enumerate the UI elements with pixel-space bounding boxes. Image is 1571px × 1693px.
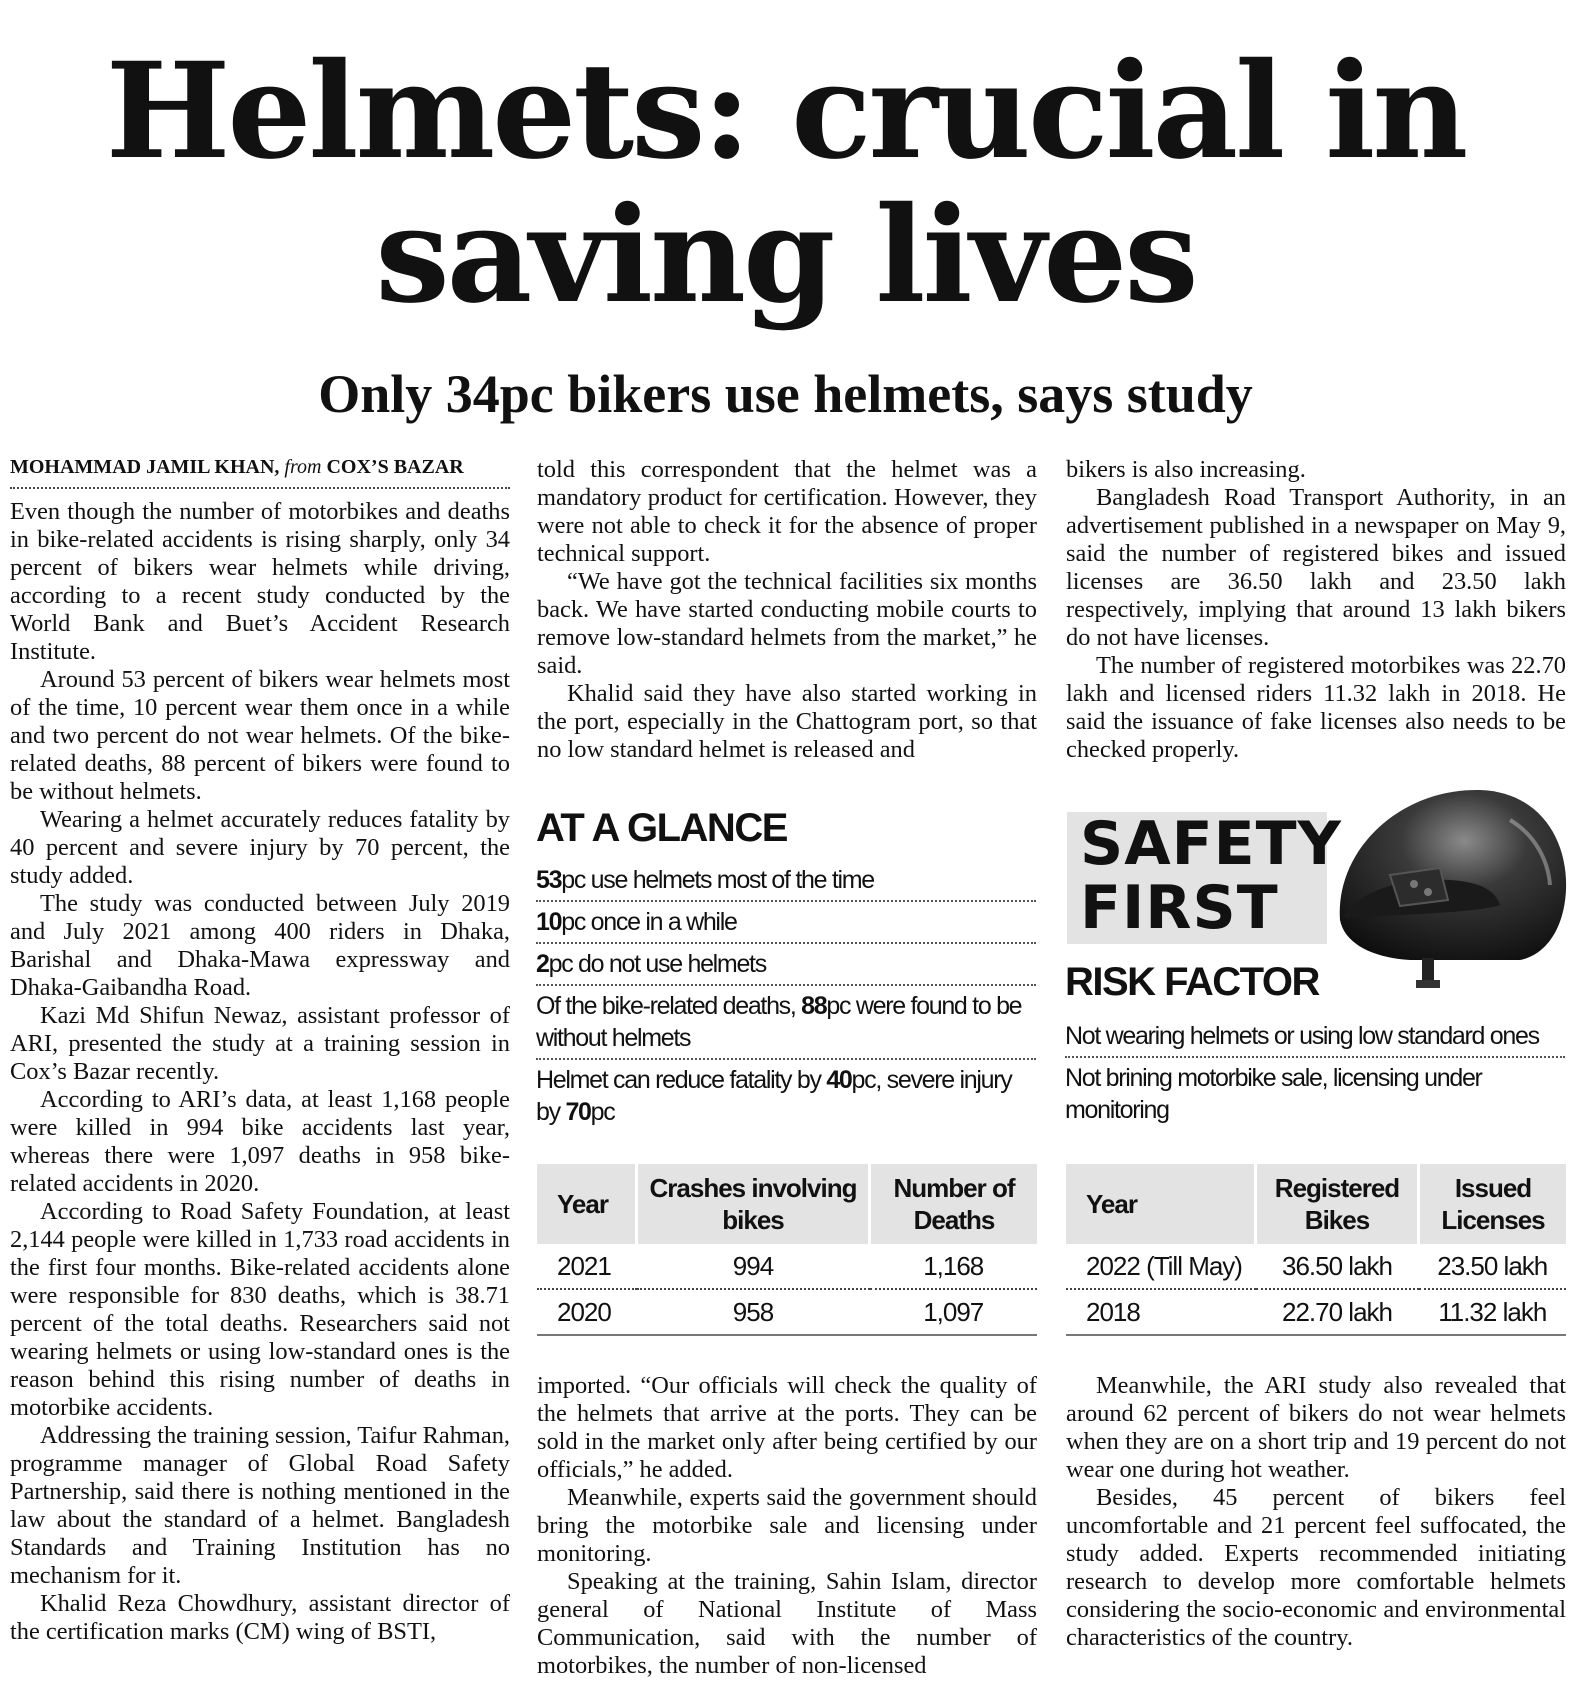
column-header: Issued Licenses	[1419, 1164, 1567, 1244]
table-cell: 958	[637, 1289, 870, 1335]
paragraph: Besides, 45 percent of bikers feel uncomfortable and 21 percent feel suffocated, the study added. Experts recommended initiating research to develop more comfortable helmets considering the socio-economic and environmental characteristics of the country.	[1066, 1484, 1566, 1651]
glance-item	[536, 944, 1036, 986]
glance-text: pc do not use helmets	[548, 950, 766, 978]
byline	[10, 456, 510, 489]
paragraph: Wearing a helmet accurately reduces fatality by 40 percent and severe injury by 70 percent, the study added.	[10, 806, 510, 889]
subheadline: Only 34pc bikers use helmets, says study	[318, 364, 1253, 424]
table-row	[1066, 1244, 1566, 1289]
safety-first-title	[1080, 809, 1342, 943]
article-column-3-bottom	[1066, 1372, 1566, 1688]
paragraph: told this correspondent that the helmet was a mandatory product for certification. However, they were not able to check it for the absence of proper technical support.	[537, 456, 1037, 567]
glance-text: Of the bike-related deaths,	[536, 992, 802, 1020]
paragraph: Meanwhile, experts said the government should bring the motorbike sale and licensing under monitoring.	[537, 1484, 1037, 1567]
column-header: Registered Bikes	[1256, 1164, 1419, 1244]
risk-item: Not brining motorbike sale, licensing under monitoring	[1065, 1064, 1482, 1124]
table-cell: 23.50 lakh	[1419, 1244, 1567, 1289]
at-a-glance-list	[536, 860, 1036, 1132]
table-cell: 2021	[537, 1244, 637, 1289]
column-header: Crashes involving bikes	[637, 1164, 870, 1244]
column-header: Year	[1066, 1164, 1256, 1244]
paragraph: The study was conducted between July 2019 and July 2021 among 400 riders in Dhaka, Barishal and Dhaka-Mawa expressway and Dhaka-Gaibandha Road.	[10, 890, 510, 1001]
paragraph: imported. “Our officials will check the quality of the helmets that arrive at the ports. They can be sold in the market only after being certified by our officials,” he added.	[537, 1372, 1037, 1483]
byline-place: COX’S BAZAR	[326, 456, 464, 478]
glance-text: pc, severe injury by	[536, 1066, 1012, 1126]
byline-from: from	[284, 456, 322, 478]
headline	[0, 34, 1571, 333]
byline-author: MOHAMMAD JAMIL KHAN,	[10, 456, 280, 478]
paragraph: Khalid said they have also started working in the port, especially in the Chattogram port, so that no low standard helmet is released and	[537, 680, 1037, 763]
headline-line-2: saving lives	[375, 178, 1196, 333]
paragraph: Kazi Md Shifun Newaz, assistant professor of ARI, presented the study at a training session in Cox’s Bazar recently.	[10, 1002, 510, 1085]
glance-figure: 70	[565, 1098, 591, 1126]
article-column-2-bottom	[537, 1372, 1037, 1688]
at-a-glance-title: AT A GLANCE	[536, 806, 787, 850]
glance-figure: 88	[801, 992, 827, 1020]
table-cell: 994	[637, 1244, 870, 1289]
column-header: Number of Deaths	[870, 1164, 1038, 1244]
paragraph: “We have got the technical facilities six months back. We have started conducting mobile courts to remove low-standard helmets from the market,” he said.	[537, 568, 1037, 679]
table-row	[537, 1244, 1037, 1289]
article-column-3-top	[1066, 456, 1566, 766]
risk-factor-title: RISK FACTOR	[1065, 960, 1319, 1004]
headline-line-1: Helmets: crucial in	[105, 34, 1466, 189]
glance-text: pc	[590, 1098, 615, 1126]
glance-item	[536, 860, 1036, 902]
registration-license-table	[1066, 1164, 1566, 1336]
paragraph: bikers is also increasing.	[1066, 456, 1306, 483]
glance-figure: 2	[536, 950, 549, 978]
table-cell: 2020	[537, 1289, 637, 1335]
column-header: Year	[537, 1164, 637, 1244]
paragraph: Addressing the training session, Taifur Rahman, programme manager of Global Road Safety Partnership, said there is nothing mentioned in the law about the standard of a helmet. Bangladesh Standards and Training Institution has no mechanism for it.	[10, 1422, 510, 1589]
glance-text: pc were found to be without helmets	[536, 992, 1022, 1052]
safety-first-line-1: SAFETY	[1080, 809, 1342, 879]
glance-item	[536, 986, 1036, 1060]
paragraph: Meanwhile, the ARI study also revealed that around 62 percent of bikers do not wear helmets when they are on a short trip and 19 percent do not wear one during hot weather.	[1066, 1372, 1566, 1483]
article-column-1	[10, 498, 510, 1688]
glance-text: pc use helmets most of the time	[561, 866, 874, 894]
crash-deaths-table	[537, 1164, 1037, 1336]
paragraph: Khalid Reza Chowdhury, assistant director of the certification marks (CM) wing of BSTI,	[10, 1590, 510, 1645]
paragraph: According to Road Safety Foundation, at least 2,144 people were killed in 1,733 road accidents in the first four months. Bike-related accidents alone were responsible for 830 deaths, which is 38.71 percent of the total deaths. Researchers said not wearing helmets or using low-standard ones is the reason behind this rising number of deaths in motorbike accidents.	[10, 1198, 510, 1421]
paragraph: Speaking at the training, Sahin Islam, director general of National Institute of Mass Communication, said with the number of motorbikes, the number of non-licensed	[537, 1568, 1037, 1679]
table-cell: 22.70 lakh	[1256, 1289, 1419, 1335]
table-cell: 2018	[1066, 1289, 1256, 1335]
glance-figure: 10	[536, 908, 562, 936]
table-cell: 36.50 lakh	[1256, 1244, 1419, 1289]
helmet-icon	[1330, 780, 1570, 1000]
risk-item: Not wearing helmets or using low standard ones	[1065, 1016, 1565, 1058]
table-row	[1066, 1289, 1566, 1335]
risk-factor-list	[1065, 1016, 1565, 1130]
table-cell: 1,168	[870, 1244, 1038, 1289]
paragraph: Even though the number of motorbikes and deaths in bike-related accidents is rising sharply, only 34 percent of bikers wear helmets while driving, according to a recent study conducted by the World Bank and Buet’s Accident Research Institute.	[10, 498, 510, 665]
paragraph: Bangladesh Road Transport Authority, in an advertisement published in a newspaper on May 9, said the number of registered bikes and issued licenses are 36.50 lakh and 23.50 lakh respectively, implying that around 13 lakh bikers do not have licenses.	[1066, 484, 1566, 651]
table-row	[537, 1289, 1037, 1335]
safety-first-line-2: FIRST	[1080, 873, 1279, 943]
paragraph: The number of registered motorbikes was 22.70 lakh and licensed riders 11.32 lakh in 2018. He said the issuance of fake licenses also needs to be checked properly.	[1066, 652, 1566, 763]
paragraph: According to ARI’s data, at least 1,168 people were killed in 994 bike accidents last year, whereas there were 1,097 deaths in 958 bike-related accidents in 2020.	[10, 1086, 510, 1197]
glance-text: pc once in a while	[561, 908, 737, 936]
glance-figure: 53	[536, 866, 562, 894]
glance-text: Helmet can reduce fatality by	[536, 1066, 827, 1094]
table-header-row	[1066, 1164, 1566, 1244]
table-header-row	[537, 1164, 1037, 1244]
glance-item	[536, 902, 1036, 944]
paragraph: Around 53 percent of bikers wear helmets most of the time, 10 percent wear them once in a while and two percent do not wear helmets. Of the bike-related deaths, 88 percent of bikers were found to be without helmets.	[10, 666, 510, 805]
article-column-2-top	[537, 456, 1037, 766]
table-cell: 1,097	[870, 1289, 1038, 1335]
glance-figure: 40	[826, 1066, 852, 1094]
table-cell: 11.32 lakh	[1419, 1289, 1567, 1335]
glance-item	[536, 1060, 1036, 1132]
table-cell: 2022 (Till May)	[1066, 1244, 1256, 1289]
